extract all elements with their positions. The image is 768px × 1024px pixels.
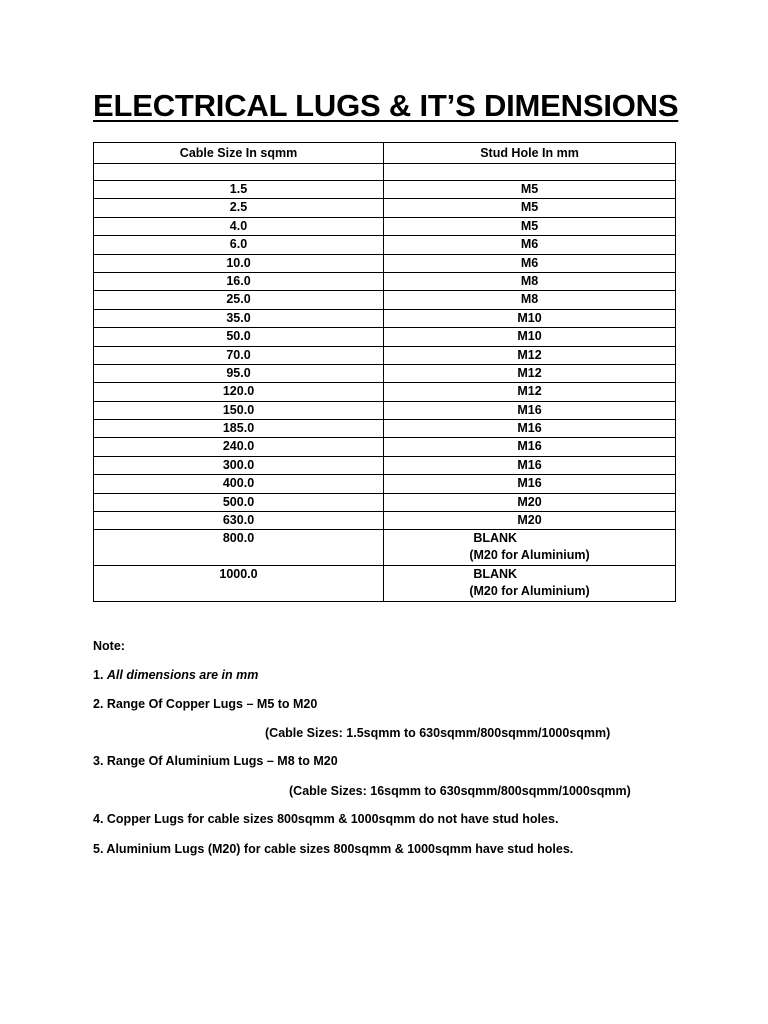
- stud-hole-line-1: BLANK: [473, 567, 518, 582]
- table-row: [94, 401, 676, 419]
- stud-hole-multiline: [469, 566, 589, 600]
- table-row: [94, 181, 676, 199]
- table-row: [94, 217, 676, 235]
- column-header-cable-size: Cable Size In sqmm: [94, 143, 384, 164]
- table-row: [94, 530, 676, 566]
- table-row: [94, 493, 676, 511]
- stud-hole-line-2: (M20 for Aluminium): [469, 548, 590, 563]
- cable-size-cell: 6.0: [94, 236, 384, 254]
- table-row: [94, 199, 676, 217]
- note-4: 4. Copper Lugs for cable sizes 800sqmm & 1000sqmm do not have stud holes.: [93, 812, 559, 826]
- cable-size-cell: 400.0: [94, 475, 384, 493]
- note-2: 2. Range Of Copper Lugs – M5 to M20: [93, 697, 318, 711]
- column-header-stud-hole: Stud Hole In mm: [384, 143, 676, 164]
- table-row: [94, 456, 676, 474]
- cable-size-cell: 25.0: [94, 291, 384, 309]
- cable-size-cell: 630.0: [94, 512, 384, 530]
- stud-hole-line-1: BLANK: [473, 531, 518, 546]
- blank-row: [94, 164, 676, 181]
- cable-size-cell: 95.0: [94, 364, 384, 382]
- cable-size-cell: 120.0: [94, 383, 384, 401]
- stud-hole-cell: M12: [384, 383, 676, 401]
- stud-hole-cell: M16: [384, 456, 676, 474]
- table-row: [94, 383, 676, 401]
- table-header-row: [94, 143, 676, 164]
- cable-size-cell: 240.0: [94, 438, 384, 456]
- stud-hole-cell: M16: [384, 420, 676, 438]
- table-row: [94, 364, 676, 382]
- stud-hole-cell: M6: [384, 254, 676, 272]
- cable-size-cell: 1000.0: [94, 566, 384, 602]
- cable-size-cell: 16.0: [94, 272, 384, 290]
- cable-size-cell: 300.0: [94, 456, 384, 474]
- cable-size-cell: 2.5: [94, 199, 384, 217]
- table-row: [94, 272, 676, 290]
- table-row: [94, 566, 676, 602]
- stud-hole-cell: M5: [384, 181, 676, 199]
- cable-size-cell: 800.0: [94, 530, 384, 566]
- cable-size-cell: 70.0: [94, 346, 384, 364]
- note-1: [93, 666, 258, 684]
- cable-size-cell: 1.5: [94, 181, 384, 199]
- note-1-number: 1.: [93, 668, 107, 682]
- stud-hole-cell: M8: [384, 272, 676, 290]
- table-row: [94, 309, 676, 327]
- note-3-sub: (Cable Sizes: 16sqmm to 630sqmm/800sqmm/1000sqmm): [289, 784, 631, 798]
- stud-hole-cell: M16: [384, 401, 676, 419]
- stud-hole-cell: M12: [384, 364, 676, 382]
- cable-size-cell: 185.0: [94, 420, 384, 438]
- stud-hole-cell: [384, 530, 676, 566]
- blank-cell: [384, 164, 676, 181]
- stud-hole-cell: M10: [384, 309, 676, 327]
- stud-hole-cell: M10: [384, 328, 676, 346]
- lug-dimensions-table: [93, 142, 676, 602]
- table-row: [94, 236, 676, 254]
- page-title: ELECTRICAL LUGS & IT’S DIMENSIONS: [93, 88, 679, 123]
- blank-cell: [94, 164, 384, 181]
- note-1-text: All dimensions are in mm: [106, 668, 259, 682]
- cable-size-cell: 150.0: [94, 401, 384, 419]
- table-row: [94, 475, 676, 493]
- cable-size-cell: 10.0: [94, 254, 384, 272]
- note-3: 3. Range Of Aluminium Lugs – M8 to M20: [93, 754, 338, 768]
- stud-hole-multiline: [469, 530, 589, 564]
- note-5: 5. Aluminium Lugs (M20) for cable sizes 800sqmm & 1000sqmm have stud holes.: [93, 842, 574, 856]
- stud-hole-cell: M8: [384, 291, 676, 309]
- stud-hole-cell: M20: [384, 493, 676, 511]
- table-body: [94, 164, 676, 602]
- stud-hole-cell: [384, 566, 676, 602]
- cable-size-cell: 35.0: [94, 309, 384, 327]
- table-row: [94, 254, 676, 272]
- notes-heading: Note:: [93, 639, 125, 653]
- stud-hole-line-2: (M20 for Aluminium): [469, 584, 590, 599]
- stud-hole-cell: M20: [384, 512, 676, 530]
- table-row: [94, 291, 676, 309]
- note-2-sub: (Cable Sizes: 1.5sqmm to 630sqmm/800sqmm/1000sqmm): [265, 726, 611, 740]
- cable-size-cell: 500.0: [94, 493, 384, 511]
- table-row: [94, 328, 676, 346]
- table-row: [94, 438, 676, 456]
- stud-hole-cell: M16: [384, 475, 676, 493]
- stud-hole-cell: M12: [384, 346, 676, 364]
- stud-hole-cell: M5: [384, 199, 676, 217]
- table-row: [94, 512, 676, 530]
- stud-hole-cell: M5: [384, 217, 676, 235]
- stud-hole-cell: M16: [384, 438, 676, 456]
- cable-size-cell: 4.0: [94, 217, 384, 235]
- cable-size-cell: 50.0: [94, 328, 384, 346]
- stud-hole-cell: M6: [384, 236, 676, 254]
- table-row: [94, 346, 676, 364]
- table-row: [94, 420, 676, 438]
